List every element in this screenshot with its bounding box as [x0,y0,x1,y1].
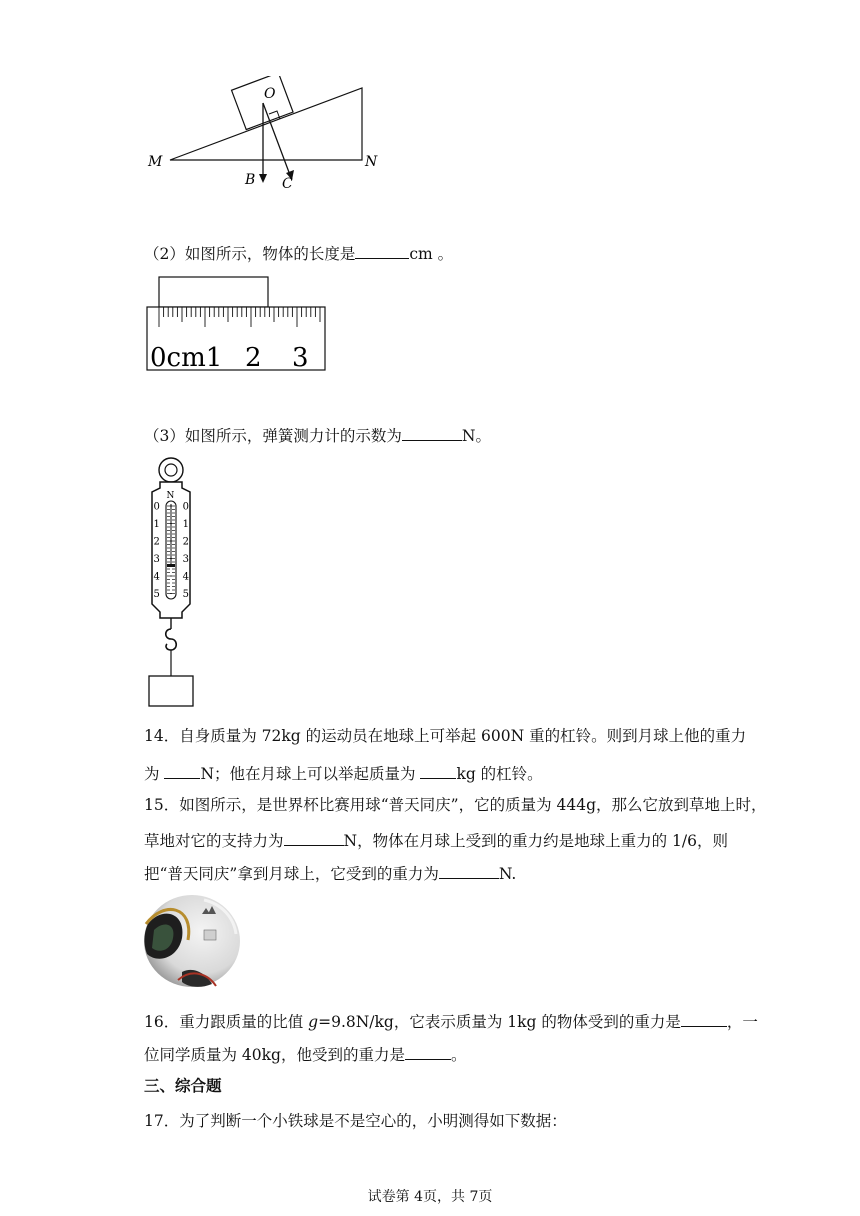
scale-hook [166,629,177,650]
scale-tick-label: 4 [182,571,189,583]
label-o: O [264,86,276,102]
q15-blank-2[interactable] [439,862,499,879]
football-image [142,894,242,988]
page-footer: 试卷第 4页，共 7页 [367,1189,493,1205]
q16-line-1-a: 16．重力跟质量的比值 [144,1013,309,1031]
label-n: N [365,154,378,170]
football-logo [204,930,216,940]
scale-tick-label: 4 [153,571,160,583]
question-15-line-2 [144,829,728,851]
q16-blank-1[interactable] [681,1010,727,1027]
scale-tick-label: 2 [153,536,160,548]
question-15-line-1: 15．如图所示，是世界杯比赛用球“普天同庆”，它的质量为 444g，那么它放到草地上时， [144,796,767,814]
question-15-line-3 [144,862,516,884]
question-16-line-1 [144,1010,758,1032]
scale-pointer [167,564,175,567]
incline-figure [140,76,400,196]
scale-tick-label: 1 [153,519,160,530]
question-14-line-2 [144,762,543,784]
label-c: C [282,176,293,192]
q15-line-3-a: 把“普天同庆”拿到月球上，它受到的重力为 [144,865,439,883]
scale-tick-label: 1 [182,519,189,530]
spring-scale-figure [140,456,204,710]
q14-line-2-c: kg 的杠铃。 [456,765,543,783]
ruler-label-2: 2 [245,343,262,373]
q16-line-1-c: ，一 [726,1013,758,1031]
scale-weight [149,676,193,706]
incline-block [232,76,294,130]
q13-3-blank[interactable] [402,424,462,441]
scale-tick-label: 5 [182,589,189,600]
ruler-label-3: 3 [292,343,309,373]
scale-tick-label: 3 [182,554,189,565]
q14-line-2-b: N；他在月球上可以举起质量为 [200,765,421,783]
q15-line-3-b: N. [498,865,517,883]
measured-object [159,277,268,307]
q13-2-blank[interactable] [355,242,409,259]
scale-tick-label: 3 [153,554,160,565]
question-14-line-1: 14．自身质量为 72kg 的运动员在地球上可举起 600N 重的杠铃。则到月球上他的重力 [144,727,747,745]
q16-line-2-b: 。 [450,1046,467,1064]
ruler-figure [144,274,330,376]
q14-line-2-a: 为 [144,765,165,783]
q15-line-2-b: N，物体在月球上受到的重力约是地球上重力的 1/6，则 [343,832,728,850]
question-16-line-2 [144,1043,466,1065]
scale-ring-inner [165,464,177,476]
q14-blank-2[interactable] [420,762,456,779]
q15-line-2-a: 草地对它的支持力为 [144,832,284,850]
question-13-3 [144,424,491,446]
section-3-title: 三、综合题 [144,1077,222,1095]
q13-2-suffix: cm 。 [409,245,454,263]
scale-tick-label: 5 [153,589,160,600]
q16-line-1-b: =9.8N/kg，它表示质量为 1kg 的物体受到的重力是 [318,1013,681,1031]
q16-blank-2[interactable] [405,1043,451,1060]
question-17: 17．为了判断一个小铁球是不是空心的，小明测得如下数据： [144,1112,567,1130]
arrowhead-b [259,174,267,183]
q15-blank-1[interactable] [284,829,344,846]
scale-unit: N [166,491,175,501]
q14-blank-1[interactable] [164,762,200,779]
q13-3-prefix: （3）如图所示，弹簧测力计的示数为 [144,427,402,445]
scale-tick-label: 0 [182,501,189,513]
q13-3-suffix: N。 [461,427,491,445]
label-m: M [148,154,163,170]
q16-line-2-a: 位同学质量为 40kg，他受到的重力是 [144,1046,405,1064]
q13-2-prefix: （2）如图所示，物体的长度是 [144,245,356,263]
ruler-label-0cm1: 0cm1 [150,343,223,373]
scale-tick-label: 2 [182,536,189,548]
scale-tick-label: 0 [153,501,160,513]
label-b: B [245,172,256,188]
question-13-2 [144,242,453,264]
q16-symbol-g: g [308,1013,319,1031]
